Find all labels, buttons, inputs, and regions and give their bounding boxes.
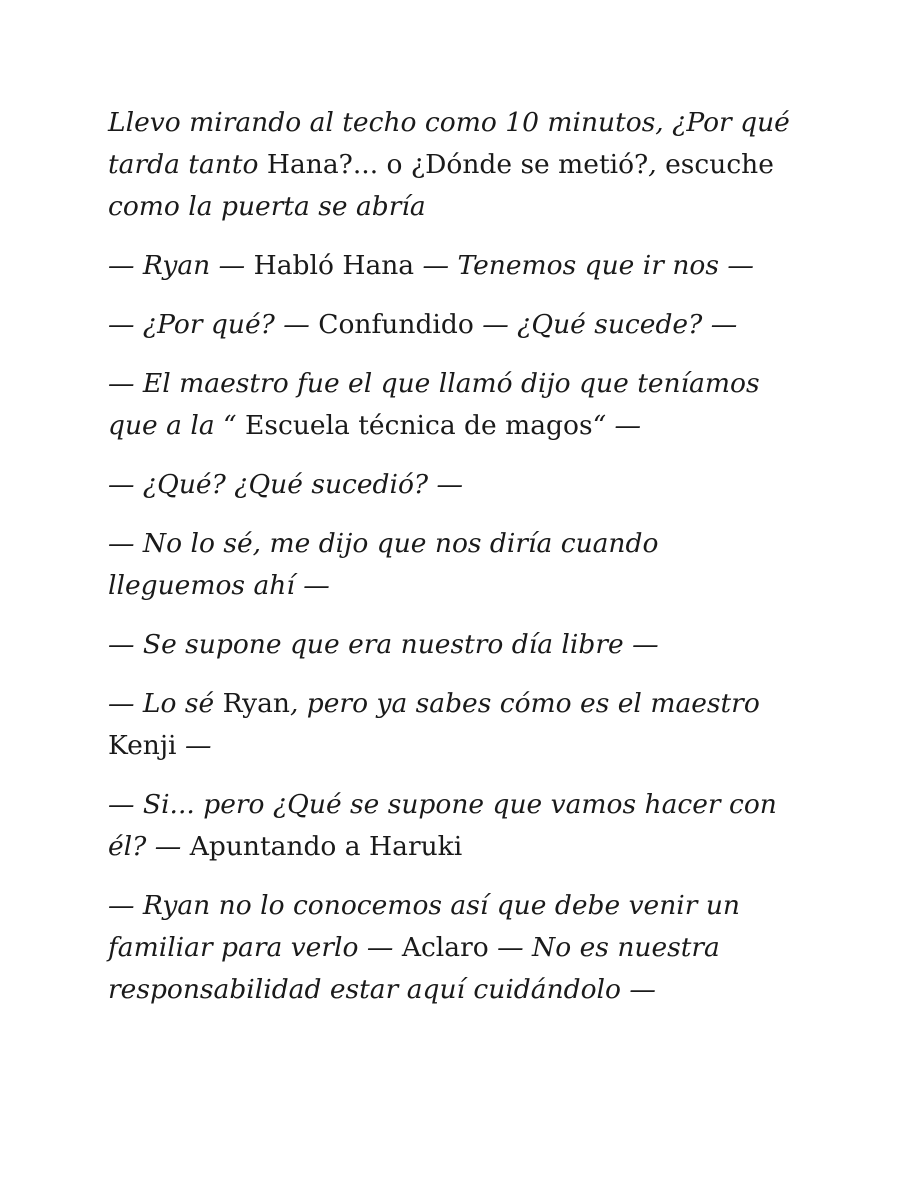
text-run: , pero ya sabes cómo es el maestro (289, 688, 760, 719)
text-run: — Se supone que era nuestro día libre — (108, 629, 659, 660)
text-run: — Ryan — (108, 250, 254, 281)
text-run: — Tenemos que ir nos — (414, 250, 754, 281)
text-run: — No es nuestra responsabilidad estar aquí cuidándolo — (108, 932, 720, 1005)
paragraph (108, 304, 798, 346)
text-run: Escuela técnica de magos (245, 410, 593, 441)
text-run: Ryan (222, 688, 290, 719)
text-run: Aclaro (401, 932, 489, 963)
text-run: — ¿Qué? ¿Qué sucedió? — (108, 469, 464, 500)
paragraph (108, 885, 798, 1011)
text-run: Kenji (108, 730, 177, 761)
paragraph (108, 624, 798, 666)
text-run: — ¿Qué sucede? — (473, 309, 738, 340)
paragraph (108, 363, 798, 447)
text-run: Llevo mirando al techo como 10 minutos, (108, 107, 673, 138)
paragraph (108, 784, 798, 868)
text-run: Habló Hana (253, 250, 415, 281)
text-run: — Lo sé (108, 688, 223, 719)
text-run: ¿Por qué (672, 107, 790, 138)
document-page (108, 102, 798, 1028)
text-run: , (648, 149, 666, 180)
paragraph (108, 523, 798, 607)
text-run: Apuntando a Haruki (189, 831, 463, 862)
text-run: — (176, 730, 212, 761)
text-run: — ¿Por qué? — (108, 309, 319, 340)
text-run: como la puerta se abría (108, 191, 426, 222)
paragraph (108, 102, 798, 228)
text-run: — Ryan no lo conocemos así que debe venir un familiar para verlo — (108, 890, 740, 963)
text-run: Confundido (318, 309, 474, 340)
paragraph (108, 464, 798, 506)
text-run: tarda tanto (108, 149, 267, 180)
paragraph (108, 245, 798, 287)
text-run: “ — (592, 410, 642, 441)
text-run: — El maestro fue el que llamó dijo que teníamos que a la “ (108, 368, 760, 441)
text-run: — No lo sé, me dijo que nos diría cuando lleguemos ahí — (108, 528, 659, 601)
text-run: escuche (665, 149, 774, 180)
paragraph (108, 683, 798, 767)
text-run: Hana?... o ¿Dónde se metió? (266, 149, 649, 180)
text-run: — Si... pero ¿Qué se supone que vamos hacer con él? — (108, 789, 777, 862)
